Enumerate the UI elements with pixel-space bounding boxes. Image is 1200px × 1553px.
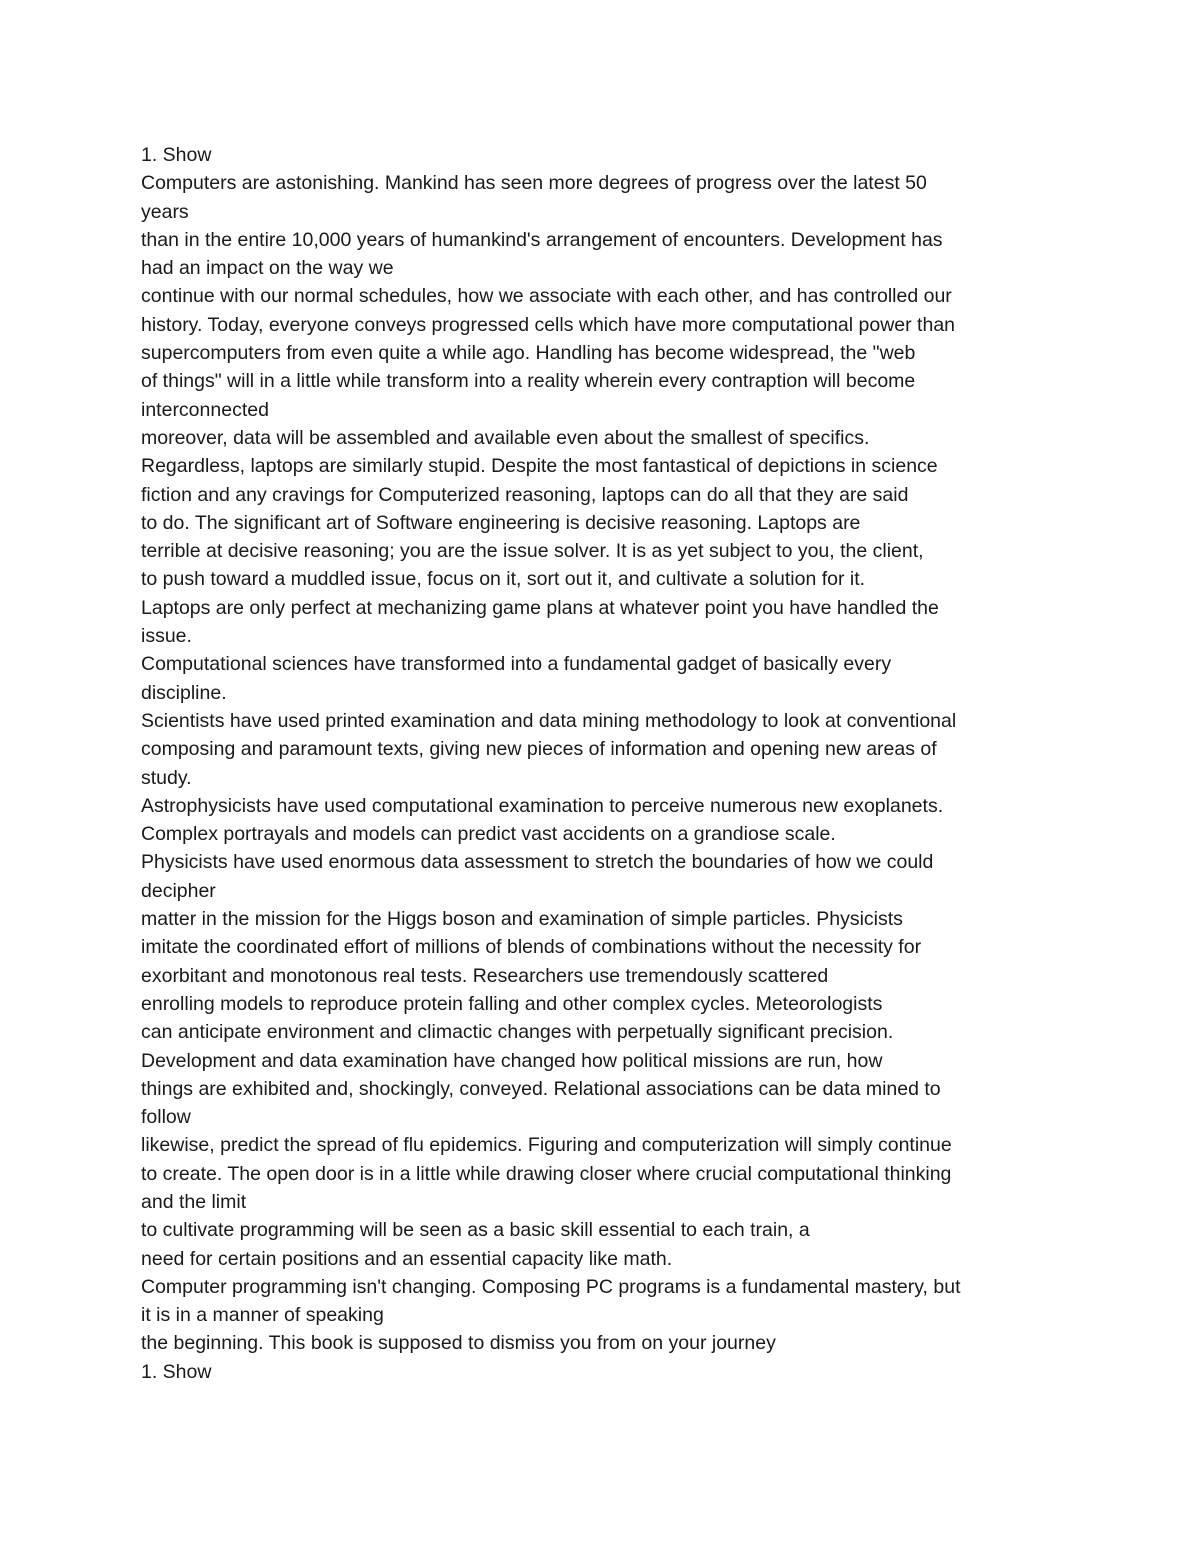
text-line: Scientists have used printed examination and data mining methodology to look at conventional — [141, 709, 957, 732]
text-line: history. Today, everyone conveys progressed cells which have more computational power than — [141, 313, 956, 336]
text-line: Computer programming isn't changing. Composing PC programs is a fundamental mastery, but — [141, 1275, 961, 1298]
text-line: had an impact on the way we — [141, 257, 394, 280]
text-line: Laptops are only perfect at mechanizing game plans at whatever point you have handled the — [141, 596, 939, 619]
text-line: it is in a manner of speaking — [141, 1304, 384, 1327]
text-line: moreover, data will be assembled and available even about the smallest of specifics. — [141, 426, 870, 449]
text-line: Computers are astonishing. Mankind has seen more degrees of progress over the latest 50 — [141, 172, 927, 195]
document-body — [141, 141, 1071, 1386]
text-line: 1. Show — [141, 144, 212, 166]
text-line: to do. The significant art of Software engineering is decisive reasoning. Laptops are — [141, 511, 861, 534]
text-line: Astrophysicists have used computational examination to perceive numerous new exoplanets. — [141, 794, 944, 817]
text-line: fiction and any cravings for Computerized reasoning, laptops can do all that they are said — [141, 483, 909, 506]
text-line: and the limit — [141, 1190, 247, 1213]
text-line: composing and paramount texts, giving new pieces of information and opening new areas of — [141, 738, 937, 761]
text-line: discipline. — [141, 681, 227, 704]
text-line: need for certain positions and an essential capacity like math. — [141, 1247, 673, 1270]
text-line: years — [141, 200, 189, 223]
text-line: things are exhibited and, shockingly, conveyed. Relational associations can be data mined to — [141, 1077, 941, 1100]
text-line: Physicists have used enormous data assessment to stretch the boundaries of how we could — [141, 851, 934, 874]
text-line: 1. Show — [141, 1360, 212, 1383]
text-line: to cultivate programming will be seen as a basic skill essential to each train, a — [141, 1219, 810, 1242]
text-line: terrible at decisive reasoning; you are the issue solver. It is as yet subject to you, the client, — [141, 540, 924, 563]
text-line: can anticipate environment and climactic changes with perpetually significant precision. — [141, 1021, 894, 1044]
text-line: follow — [141, 1106, 191, 1129]
text-line: Complex portrayals and models can predict vast accidents on a grandiose scale. — [141, 823, 836, 846]
text-line: issue. — [141, 625, 192, 648]
text-line: interconnected — [141, 398, 269, 421]
text-line: than in the entire 10,000 years of humankind's arrangement of encounters. Development has — [141, 228, 943, 251]
text-line: Regardless, laptops are similarly stupid. Despite the most fantastical of depictions in science — [141, 455, 938, 478]
text-line: decipher — [141, 879, 216, 902]
text-line: imitate the coordinated effort of millions of blends of combinations without the necessity for — [141, 936, 922, 959]
text-line: supercomputers from even quite a while ago. Handling has become widespread, the "web — [141, 342, 916, 365]
text-line: of things" will in a little while transform into a reality wherein every contraption will become — [141, 370, 916, 393]
text-line: continue with our normal schedules, how we associate with each other, and has controlled our — [141, 285, 952, 308]
text-line: enrolling models to reproduce protein falling and other complex cycles. Meteorologists — [141, 992, 883, 1015]
text-line: matter in the mission for the Higgs boson and examination of simple particles. Physicists — [141, 908, 903, 931]
text-line: study. — [141, 766, 192, 789]
text-line: Development and data examination have changed how political missions are run, how — [141, 1049, 883, 1072]
text-line: Computational sciences have transformed into a fundamental gadget of basically every — [141, 653, 892, 676]
text-line: the beginning. This book is supposed to dismiss you from on your journey — [141, 1332, 776, 1355]
text-line: exorbitant and monotonous real tests. Researchers use tremendously scattered — [141, 964, 829, 987]
text-line: to create. The open door is in a little while drawing closer where crucial computational thinking — [141, 1162, 952, 1185]
text-line: to push toward a muddled issue, focus on it, sort out it, and cultivate a solution for it. — [141, 568, 866, 591]
text-line: likewise, predict the spread of flu epidemics. Figuring and computerization will simply continue — [141, 1134, 952, 1157]
